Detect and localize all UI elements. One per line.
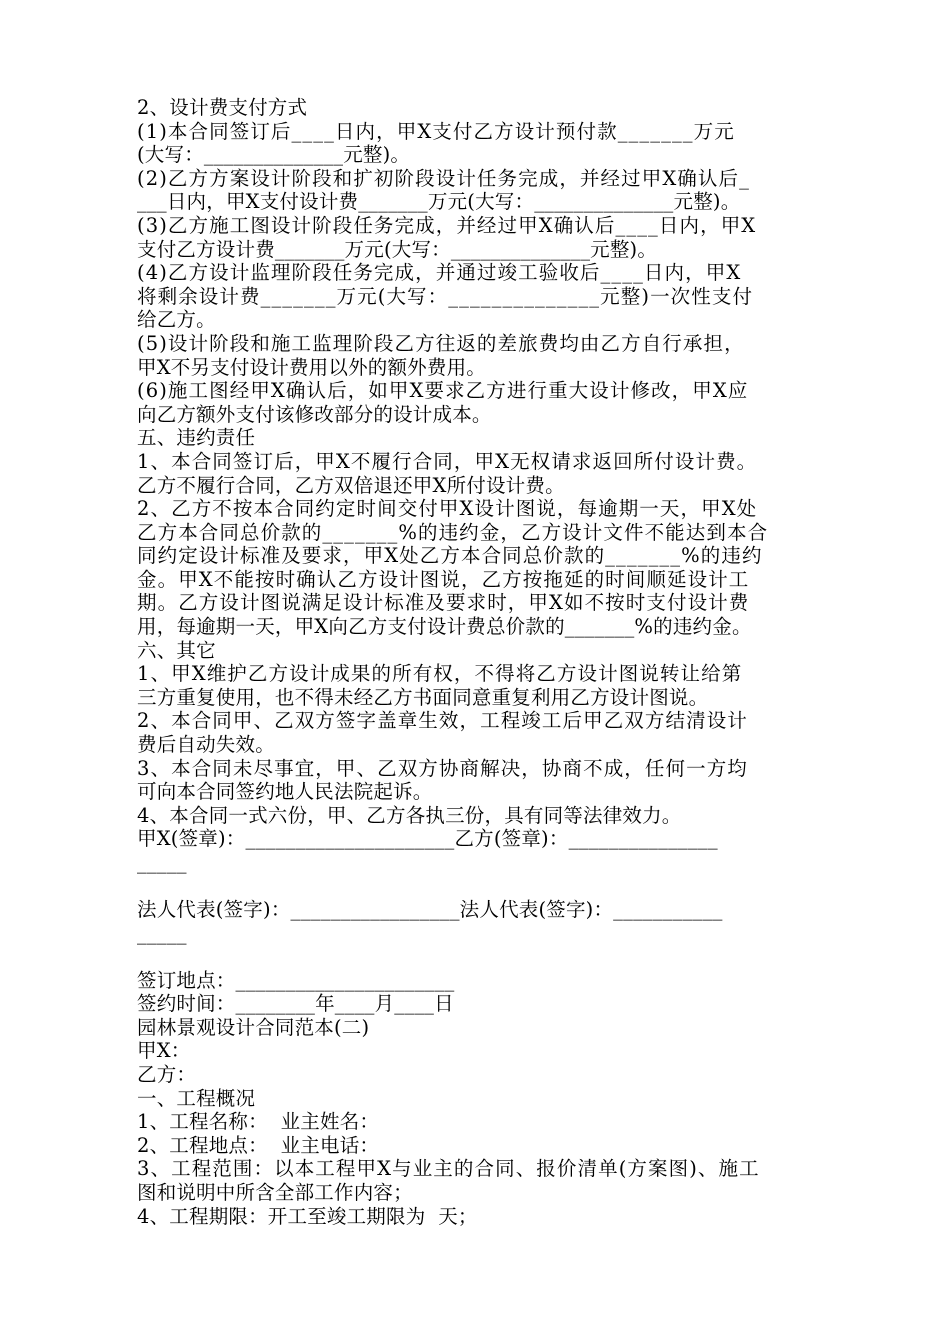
paragraph-line: 费后自动失效。 [137,733,275,757]
paragraph-line: 4、本合同一式六份，甲、乙方各执三份，具有同等法律效力。 [137,803,682,827]
signing-date-line: 签约时间：________年____月____日 [137,992,454,1016]
paragraph-line: 三方重复使用，也不得未经乙方书面同意重复利用乙方设计图说。 [137,685,709,709]
paragraph-line: 2、工程地点： 业主电话： [137,1133,380,1157]
signature-line-continuation: _____ [137,921,187,945]
party-a-line: 甲X： [137,1039,191,1063]
paragraph-line: (5)设计阶段和施工监理阶段乙方往返的差旅费均由乙方自行承担， [137,331,745,355]
section-heading-payment: 2、设计费支付方式 [137,96,308,119]
paragraph-line: 向乙方额外支付该修改部分的设计成本。 [137,402,492,426]
signature-line-party: 甲X(签章)：_____________________乙方(签章)：_______________ [137,827,718,851]
paragraph-line: 1、工程名称： 业主姓名： [137,1110,380,1134]
paragraph-line: 3、工程范围：以本工程甲X与业主的合同、报价清单(方案图)、施工 [137,1157,760,1181]
paragraph-line: 2、本合同甲、乙双方签字盖章生效，工程竣工后甲乙双方结清设计 [137,709,748,733]
paragraph-line: (大写：______________元整)。 [137,143,411,167]
paragraph-line: 2、乙方不按本合同约定时间交付甲X设计图说，每逾期一天，甲X处 [137,497,758,521]
paragraph-line: 4、工程期限：开工至竣工期限为 天； [137,1204,478,1228]
paragraph-line: 1、本合同签订后，甲X不履行合同，甲X无权请求返回所付设计费。 [137,449,758,473]
paragraph-line: 同约定设计标准及要求，甲X处乙方本合同总价款的_______%的违约 [137,544,763,568]
paragraph-line: (4)乙方设计监理阶段任务完成，并通过竣工验收后____日内，甲X [137,261,742,285]
party-b-line: 乙方： [137,1062,197,1086]
paragraph-line: 用，每逾期一天，甲X向乙方支付设计费总价款的_______%的违约金。 [137,615,752,639]
signing-place-line: 签订地点：______________________ [137,968,455,992]
paragraph-line: 乙方不履行合同，乙方双倍退还甲X所付设计费。 [137,473,565,497]
paragraph-line: 将剩余设计费_______万元(大写：______________元整)一次性支付 [137,284,754,308]
paragraph-line: 图和说明中所含全部工作内容； [137,1180,413,1204]
paragraph-line: (3)乙方施工图设计阶段任务完成，并经过甲X确认后____日内，甲X [137,213,757,237]
section-heading-breach: 五、违约责任 [137,426,256,450]
section-heading-other: 六、其它 [137,638,216,662]
paragraph-line: 给乙方。 [137,308,216,332]
paragraph-line: 支付乙方设计费_______万元(大写：______________元整)。 [137,237,658,261]
paragraph-line: (1)本合同签订后____日内，甲X支付乙方设计预付款_______万元 [137,119,735,143]
section-heading-overview: 一、工程概况 [137,1086,256,1110]
paragraph-line: 可向本合同签约地人民法院起诉。 [137,780,433,804]
document-body [137,96,817,1228]
paragraph-line: 甲X不另支付设计费用以外的额外费用。 [137,355,486,379]
paragraph-line: 期。乙方设计图说满足设计标准及要求时，甲X如不按时支付设计费 [137,591,750,615]
paragraph-line: 3、本合同未尽事宜，甲、乙双方协商解决，协商不成，任何一方均 [137,756,748,780]
paragraph-line: 1、甲X维护乙方设计成果的所有权，不得将乙方设计图说转让给第 [137,662,743,686]
document-title-second: 园林景观设计合同范本(二) [137,1015,370,1039]
paragraph-line: 乙方本合同总价款的_______%的违约金，乙方设计文件不能达到本合 [137,520,769,544]
paragraph-line: (2)乙方方案设计阶段和扩初阶段设计任务完成，并经过甲X确认后_ [137,166,750,190]
signature-line-continuation: _____ [137,851,187,874]
paragraph-line: (6)施工图经甲X确认后，如甲X要求乙方进行重大设计修改，甲X应 [137,379,749,403]
paragraph-line: 金。甲X不能按时确认乙方设计图说，乙方按拖延的时间顺延设计工 [137,567,750,591]
signature-line-representative: 法人代表(签字)：_________________法人代表(签字)：___________ [137,898,723,921]
paragraph-line: ___日内，甲X支付设计费_______万元(大写：______________元整)。 [137,190,741,214]
